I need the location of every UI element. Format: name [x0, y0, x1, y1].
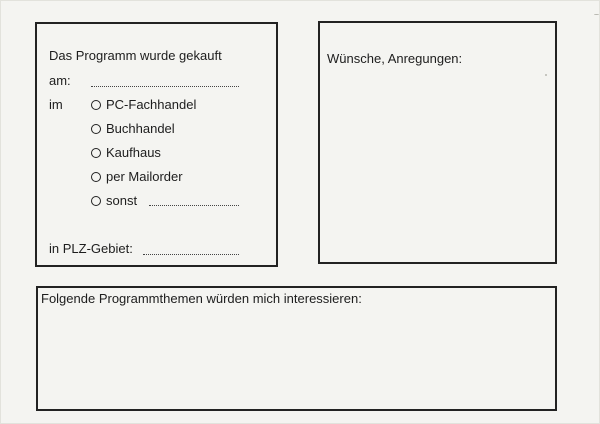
postcode-field[interactable] — [143, 254, 239, 255]
purchase-place-label: im — [49, 97, 63, 112]
option-label: Buchhandel — [106, 121, 175, 136]
option-label: PC-Fachhandel — [106, 97, 197, 112]
radio-circle-icon[interactable] — [91, 172, 101, 182]
radio-circle-icon[interactable] — [91, 124, 101, 134]
radio-circle-icon[interactable] — [91, 100, 101, 110]
purchase-title: Das Programm wurde gekauft — [49, 48, 222, 63]
topics-box[interactable] — [36, 286, 557, 411]
wishes-title: Wünsche, Anregungen: — [327, 51, 463, 66]
postcode-label: in PLZ-Gebiet: — [49, 241, 133, 256]
purchase-date-field[interactable] — [91, 86, 239, 87]
radio-circle-icon[interactable] — [91, 196, 101, 206]
purchase-date-label: am: — [49, 73, 71, 88]
option-kaufhaus[interactable] — [91, 145, 161, 161]
option-label: per Mailorder — [106, 169, 183, 184]
option-buchhandel[interactable] — [91, 121, 175, 137]
radio-circle-icon[interactable] — [91, 148, 101, 158]
paper-speck — [594, 14, 599, 15]
sonst-field[interactable] — [149, 205, 239, 206]
wishes-box[interactable] — [318, 21, 557, 264]
option-label: Kaufhaus — [106, 145, 161, 160]
option-label: sonst — [106, 193, 138, 208]
purchase-info-box — [35, 22, 278, 267]
topics-title: Folgende Programmthemen würden mich interessieren: — [41, 291, 362, 306]
paper-speck — [545, 74, 547, 76]
option-sonst[interactable] — [91, 193, 137, 209]
option-pc-fachhandel[interactable] — [91, 97, 196, 113]
option-mailorder[interactable] — [91, 169, 183, 185]
